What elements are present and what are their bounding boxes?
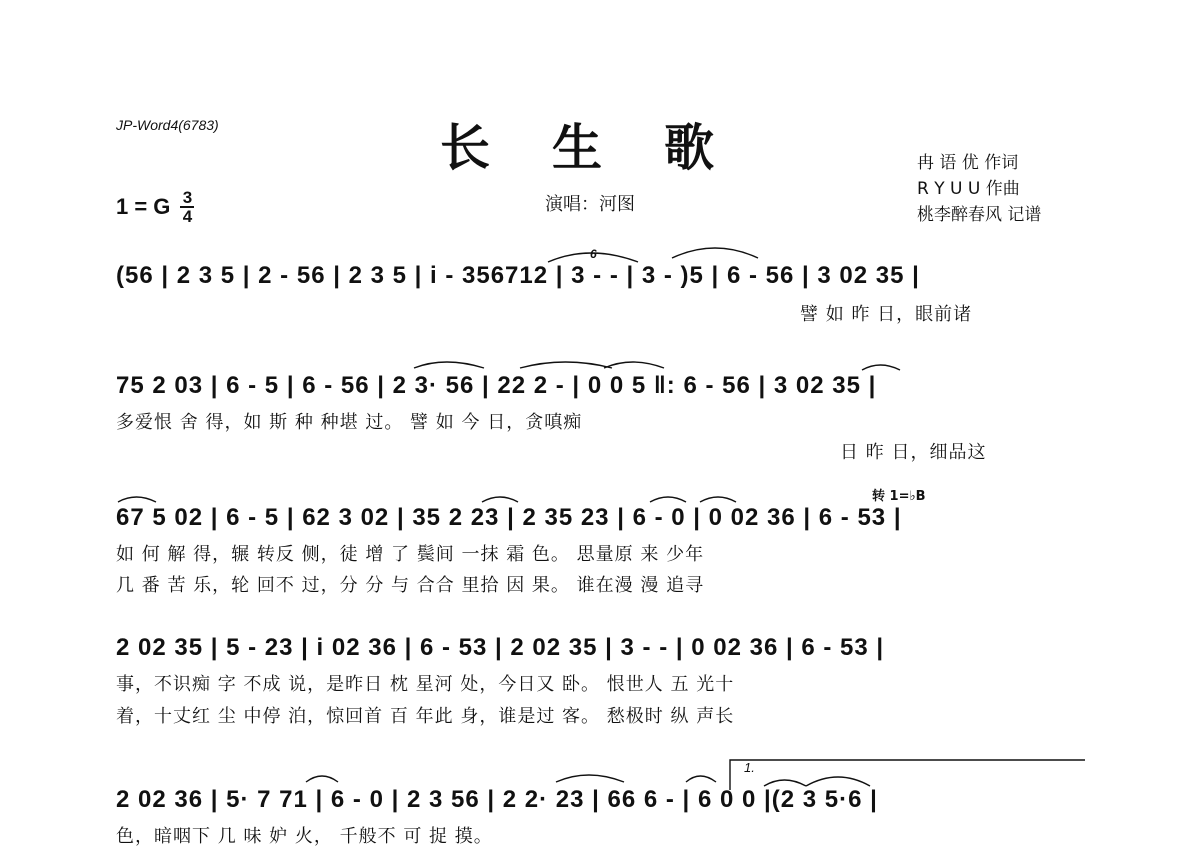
score-row-2-lyrics-verse2: 日 昨 日，细品这: [840, 442, 987, 463]
score-row-5-notes: 2 02 36 | 5· 7 71 | 6 - 0 | 2 3 56 | 2 2· 23 | 66 6 - | 6 0 0 |(2 3 5·6 |: [116, 786, 878, 813]
volta-label: 1.: [744, 760, 755, 775]
score-row-1-notes: (56 | 2 3 5 | 2 - 56 | 2 3 5 | i - 356712 | 3 - - | 3 - )5 | 6 - 56 | 3 02 35 |: [116, 262, 920, 289]
time-signature: [180, 190, 194, 224]
time-signature-bottom: 4: [182, 207, 193, 226]
slur-5: [604, 362, 664, 368]
score-row-4-lyrics-verse2: 着，十丈红 尘 中停 泊，惊回首 百 年此 身，谁是过 客。 愁极时 纵 声长: [116, 706, 735, 727]
slur-13: [686, 776, 716, 782]
slur-1: [548, 253, 638, 262]
slur-11: [306, 776, 338, 782]
score-row-3-lyrics-verse1: 如 何 解 得，辗 转反 侧，徒 增 了 鬓间 一抹 霜 色。 思量原 来 少年: [116, 544, 705, 565]
slur-4: [520, 362, 612, 368]
slur-9: [650, 497, 686, 502]
score-row-2-lyrics-verse1: 多爱恨 舍 得，如 斯 种 种堪 过。 譬 如 今 日，贪嗔痴: [116, 412, 583, 433]
slur-15: [806, 777, 870, 786]
score-row-3-notes: 67 5 02 | 6 - 5 | 62 3 02 | 35 2 23 | 2 35 23 | 6 - 0 | 0 02 36 | 6 - 53 |: [116, 504, 902, 531]
slur-2: [672, 248, 758, 258]
tuplet-number: 6: [590, 247, 597, 261]
slur-8: [482, 497, 518, 502]
slur-12: [556, 775, 624, 782]
score-row-2-notes: 75 2 03 | 6 - 5 | 6 - 56 | 2 3· 56 | 22 2 - | 0 0 5 ‖: 6 - 56 | 3 02 35 |: [116, 372, 877, 399]
transcriber-credit: 桃李醉春风 记谱: [917, 205, 1042, 225]
key-signature: [116, 190, 194, 224]
slur-6: [862, 365, 900, 370]
singer-label: 演唱：河图: [545, 194, 635, 215]
score-row-1-lyrics: 譬 如 昨 日，眼前诸: [800, 304, 973, 325]
modulation-mark: 转 1=♭B: [872, 489, 926, 504]
credits-block: [917, 150, 1041, 228]
score-row-4-lyrics-verse1: 事，不识痴 字 不成 说，是昨日 枕 星河 处，今日又 卧。 恨世人 五 光十: [116, 674, 735, 695]
song-title: 长生歌: [440, 118, 776, 177]
slur-3: [414, 362, 484, 368]
slur-7: [118, 497, 156, 502]
slur-10: [700, 497, 736, 502]
time-signature-top: 3: [182, 188, 193, 207]
lyricist-credit: 冉 语 优 作词: [917, 153, 1019, 173]
watermark-label: JP-Word4(6783): [116, 117, 219, 133]
score-row-5-lyrics: 色，暗咽下 几 味 妒 火， 千般不 可 捉 摸。: [116, 826, 493, 847]
score-row-3-lyrics-verse2: 几 番 苦 乐，轮 回不 过，分 分 与 合合 里拾 因 果。 谁在漫 漫 追寻: [116, 575, 705, 596]
key-label: 1 = G: [116, 194, 171, 219]
composer-credit: R Y U U 作曲: [917, 179, 1020, 199]
score-row-4-notes: 2 02 35 | 5 - 23 | i 02 36 | 6 - 53 | 2 02 35 | 3 - - | 0 02 36 | 6 - 53 |: [116, 634, 885, 661]
